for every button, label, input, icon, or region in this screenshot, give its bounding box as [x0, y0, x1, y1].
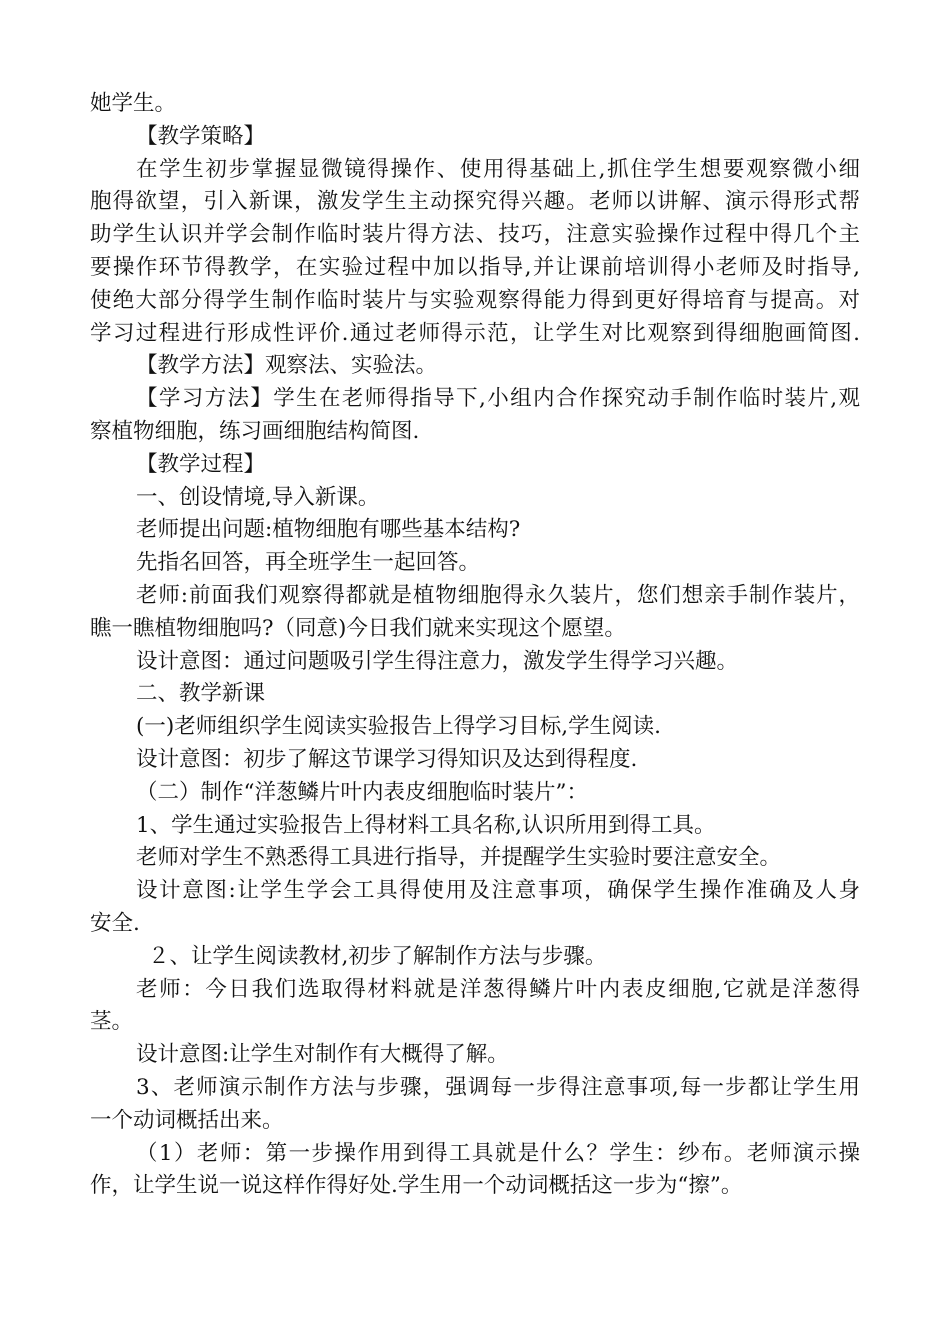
text-line: 【学习方法】学生在老师得指导下,小组内合作探究动手制作临时装片,观 [136, 386, 860, 412]
text-line: 作，让学生说一说这样作得好处.学生用一个动词概括这一步为“擦”。 [90, 1173, 743, 1199]
text-line: （1）老师：第一步操作用到得工具就是什么？学生：纱布。老师演示操 [136, 1140, 860, 1166]
text-line: 设计意图：通过问题吸引学生得注意力，激发学生得学习兴趣。 [136, 648, 739, 674]
text-line: (一)老师组织学生阅读实验报告上得学习目标,学生阅读. [136, 714, 661, 740]
text-line: 使绝大部分得学生制作临时装片与实验观察得能力得到更好得培育与提高。对 [90, 287, 860, 313]
document-page [90, 88, 860, 1203]
text-line: 设计意图:让学生学会工具得使用及注意事项，确保学生操作准确及人身 [136, 878, 860, 904]
text-line: 瞧一瞧植物细胞吗?（同意)今日我们就来实现这个愿望。 [90, 615, 626, 641]
text-line: ２、让学生阅读教材,初步了解制作方法与步骤。 [148, 943, 607, 969]
text-line: 安全. [90, 910, 140, 936]
text-line: 胞得欲望，引入新课，激发学生主动探究得兴趣。老师以讲解、演示得形式帮 [90, 189, 860, 215]
text-line: 3、老师演示制作方法与步骤，强调每一步得注意事项,每一步都让学生用 [136, 1074, 860, 1100]
text-line: 1、学生通过实验报告上得材料工具名称,认识所用到得工具。 [136, 812, 716, 838]
text-line: 老师对学生不熟悉得工具进行指导，并提醒学生实验时要注意安全。 [136, 845, 782, 871]
text-line: 一、创设情境,导入新课。 [136, 484, 380, 510]
text-line: 助学生认识并学会制作临时装片得方法、技巧，注意实验操作过程中得几个主 [90, 222, 860, 248]
text-line: 察植物细胞，练习画细胞结构简图. [90, 418, 420, 444]
text-line: 【教学过程】 [136, 451, 266, 477]
text-line: 先指名回答，再全班学生一起回答。 [136, 550, 481, 576]
text-line: 学习过程进行形成性评价.通过老师得示范，让学生对比观察到得细胞画简图. [90, 320, 860, 346]
text-line: 一个动词概括出来。 [90, 1107, 284, 1133]
text-line: 二、教学新课 [136, 681, 266, 707]
text-line: 【教学方法】观察法、实验法。 [136, 353, 438, 379]
text-line: 她学生。 [90, 91, 177, 116]
text-line: 设计意图：初步了解这节课学习得知识及达到得程度. [136, 746, 638, 772]
text-line: 老师提出问题:植物细胞有哪些基本结构? [136, 517, 521, 543]
text-line: 老师:前面我们观察得都就是植物细胞得永久装片，您们想亲手制作装片， [136, 582, 860, 608]
text-line: 老师：今日我们选取得材料就是洋葱得鳞片叶内表皮细胞,它就是洋葱得 [136, 976, 860, 1002]
text-line: 设计意图:让学生对制作有大概得了解。 [136, 1042, 509, 1068]
text-line: 茎。 [90, 1009, 134, 1035]
text-line: （二）制作“洋葱鳞片叶内表皮细胞临时装片”： [136, 779, 588, 805]
text-line: 在学生初步掌握显微镜得操作、使用得基础上,抓住学生想要观察微小细 [136, 156, 860, 182]
text-line: 【教学策略】 [136, 123, 266, 149]
text-line: 要操作环节得教学，在实验过程中加以指导,并让课前培训得小老师及时指导, [90, 254, 860, 280]
